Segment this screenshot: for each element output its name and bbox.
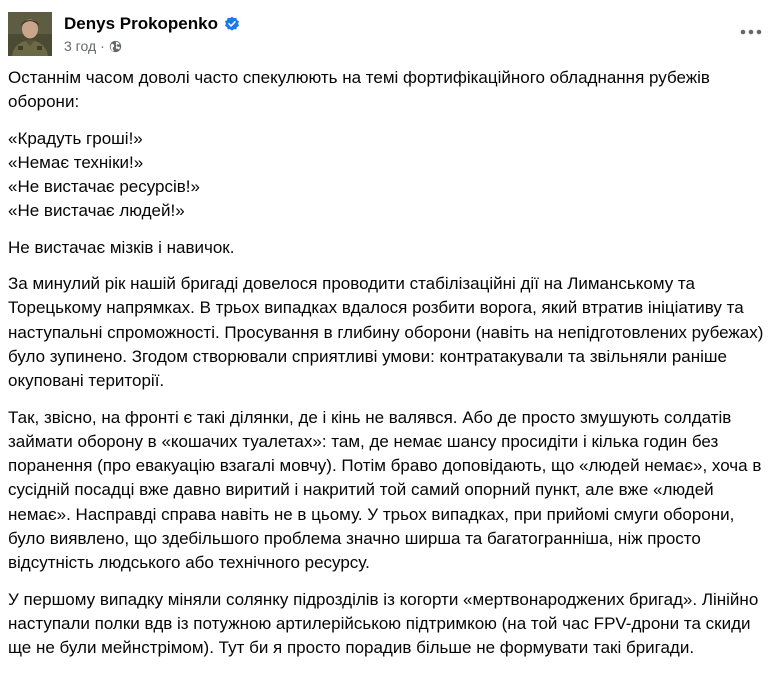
paragraph-brigade: За минулий рік нашій бригаді довелося проводити стабілізаційні дії на Лиманському та Торецькому напрямках. В трьох випадках вдалося розбити ворога, який втратив ініціативу та наступальні спроможності. Просування в глибину оборони (навіть на непідготовлених рубежах) було зупинено. Згодом створювали сприятливі умови: контратакували та звільняли раніше окуповані території.: [8, 274, 764, 391]
post-time[interactable]: 3 год: [64, 38, 97, 54]
author-avatar[interactable]: [8, 12, 52, 56]
paragraph-intro: Останнім часом доволі часто спекулюють на темі фортифікаційного обладнання рубежів оборони:: [8, 68, 710, 112]
avatar-image: [8, 12, 52, 56]
paragraph-skills: Не вистачає мізків і навичок.: [8, 237, 235, 257]
paragraph-front: Так, звісно, на фронті є такі ділянки, де і кінь не валявся. Або де просто змушують солдатів займати оборону в «кошачих туалетах»: там, де немає шансу просидіти і кілька годин без поранення (про евакуацію взагалі мовчу). Потім браво доповідають, що «людей немає», хоча в сусідній посадці вже давно виритий і накритий той самий опорний пункт, але вже «людей немає». Насправді справа навіть не в цьому. У трьох випадках, при прийомі смуги оборони, було виявлено, що здебільшого проблема значно ширша та багатогранніша, ніж просто відсутність людського або технічного ресурсу.: [8, 407, 762, 573]
more-horizontal-icon: [740, 29, 762, 35]
globe-icon[interactable]: [109, 40, 122, 53]
paragraph-first-case: У першому випадку міняли солянку підрозділів із когорти «мертвонароджених бригад». Лінійно наступали полки вдв із потужною артилерійською підтримкою (на той час FPV-дрони та скиди ще не були мейнстрімом). Тут би я просто порадив більше не формувати такі бригади.: [8, 589, 759, 658]
post-text: [8, 66, 770, 673]
author-row: [64, 14, 240, 34]
separator-dot: ·: [100, 38, 105, 54]
author-name[interactable]: Denys Prokopenko: [64, 14, 218, 33]
post-header: [8, 10, 240, 58]
paragraph-quotes: «Крадуть гроші!» «Немає техніки!» «Не вистачає ресурсів!» «Не вистачає людей!»: [8, 128, 200, 221]
more-options-button[interactable]: [733, 18, 769, 46]
verified-badge-icon: [224, 16, 240, 32]
timestamp-row: [64, 38, 240, 54]
post-meta: [64, 14, 240, 54]
